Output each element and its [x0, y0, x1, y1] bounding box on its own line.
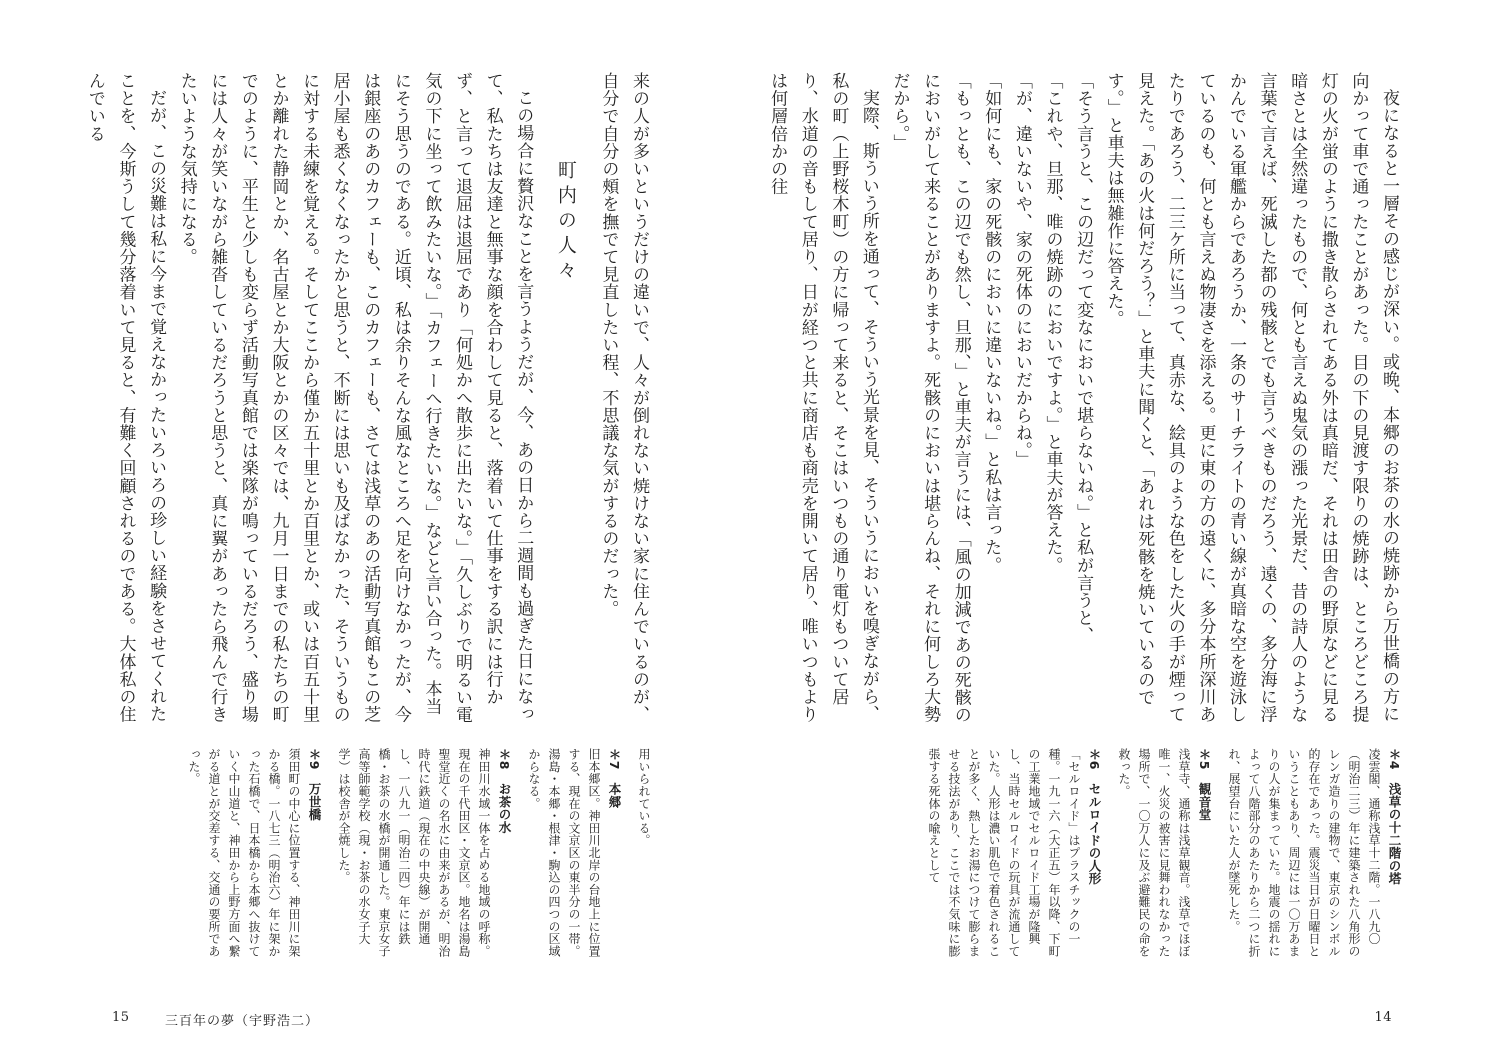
note-body: 旧本郷区。神田川北岸の台地上に位置する、現在の文京区の東半分の一帯。湯島・本郷・根津・駒込の四つの区域からなる。 [527, 748, 601, 958]
note [1114, 748, 1214, 958]
body-paragraph: この場合に贅沢なことを言うようだが、今、あの日から二週間も過ぎた日になって、私たちは友達と無事な顔を合わして見ると、落着いて仕事をする訳には行かず、と言って退屈は退屈であり「何処かへ散歩に出たいな。」「久しぶりで明るい電気の下に坐って飲みたいな。」「カフェーへ行きたいな。」などと言い合った。本当にそう思うのである。近頃、私は余りそんな風なところへ足を向けなかったが、今は銀座のあのカフェーも、このカフェーも、さては浅草のあの活動写真館もこの芝居小屋も悉くなくなったかと思うと、不断には思いも及ばなかった、そういうものに対する未練を覚える。そしてここから僅か五十里とか百里とか、或いは百五十里とか離れた静岡とか、名古屋とか大阪とかの区々では、九月一日までの私たちの町でのように、平生と少しも変らず活動写真館では楽隊が鳴っているだろう、盛り場には人々が笑いながら雑沓しているだろうと思うと、真に翼があったら飛んで行きたいような気持になる。 [176, 72, 534, 724]
body-paragraph: だが、この災難は私に今まで覚えなかったいろいろの珍しい経験をさせてくれたことを、今斯うして幾分落着いて見ると、有難く回顧されるのである。大体私の住んでいる [84, 72, 167, 724]
dialogue-line: 「が、違いないや、家の死体のにおいだからね。」 [1011, 72, 1032, 469]
note [1224, 748, 1404, 958]
body-paragraph: 実際、斯ういう所を通って、そういう光景を見、そういうにおいを嗅ぎながら、私の町（上野桜木町）の方に帰って来ると、そこはいつもの通り電灯もついて居り、水道の音もして居り、日が経つと共に商店も商売を開いて居り、唯いつもよりは何層倍かの往 [767, 72, 879, 724]
note-body: 「セルロイド」はプラスチックの一種。一九一六（大正五）年以降、下町の工業地域でセルロイド工場が隆興し、当時セルロイドの玩具が流通していた。人形は濃い肌色で着色されることが多く、熱したお湯につけて膨らませる技法があり、ここでは不気味に膨張する死体の喩えとして [927, 748, 1081, 958]
right-notes [856, 748, 1404, 958]
note-heading: ＊9 万世橋 [307, 748, 322, 821]
right-page [750, 0, 1500, 1064]
note [524, 748, 624, 958]
note [184, 748, 324, 958]
dialogue-line: 「如何にも、家の死骸のにおいに違いないね。」と私は言った。 [981, 72, 1002, 574]
page-number: 14 [1374, 1010, 1392, 1025]
note-body: 凌雲閣、通称浅草十二階。一八九〇（明治二三）年に建築された八角形のレンガ造りの建物で、東京のシンボル的存在であった。震災当日が日曜日ということもあり、周辺には一〇万あまりの人が集まっていた。地震の揺れによって八階部分のあたりから二つに折れ、展望台にいた人が墜死した。 [1227, 748, 1381, 958]
note [334, 748, 514, 958]
dialogue-line: 「もっとも、この辺でも然し、旦那、」と車夫が言うには、「風の加減であの死骸のにおいがして来ることがありますよ。死骸のにおいは堪らんね、それに何しろ大勢だから。」 [889, 72, 971, 724]
note-heading: ＊8 お茶の水 [497, 748, 512, 834]
body-paragraph: 夜になると一層その感じが深い。或晩、本郷のお茶の水の焼跡から万世橋の方に向かって車で通ったことがあった。目の下の見渡す限りの焼跡は、ところどころ提灯の火が蛍のように撒き散らされてある外は真暗だ、それは田舎の野原などに見る暗さとは全然違ったもので、何とも言えぬ鬼気の漲った光景だ、昔の詩人のような言葉で言えば、死滅した都の残骸とでも言うべきものだろう、遠くの、多分海に浮かんでいる軍艦からであろうか、一条のサーチライトの青い線が真暗な空を遊泳しているのも、何とも言えぬ物凄さを添える。更に東の方の遠くに、多分本所深川あたりであろう、二三ケ所に当って、真赤な、絵具のような色をした火の手が煙って見えた。「あの火は何だろう？」と車夫に聞くと、「あれは死骸を焼いているのです。」と車夫は無雑作に答えた。 [1103, 72, 1399, 724]
left-notes [114, 748, 654, 958]
page-number: 15 [112, 1010, 130, 1025]
note-heading: ＊7 本郷 [607, 748, 622, 809]
note [924, 748, 1104, 958]
note-heading: ＊4 浅草の十二階の塔 [1387, 748, 1402, 885]
running-title: 三百年の夢（宇野浩二） [165, 1014, 320, 1029]
note-body: 浅草寺、通称は浅草観音。浅草でほぼ唯一、火災の被害に見舞われなかった場所で、一〇万人に及ぶ避難民の命を救った。 [1117, 748, 1191, 958]
intro-paragraph: 来の人が多いというだけの違いで、人々が倒れない焼けない家に住んでいるのが、自分で自分の頰を撫でて見直したい程、不思議な気がするのだった。 [598, 72, 649, 724]
note-heading: ＊5 観音堂 [1197, 748, 1212, 821]
note-body: 神田川水域一体を占める地域の呼称。現在の千代田区・文京区。地名は湯島聖堂近くの名水に由来があるが、明治時代に鉄道（現在の中央線）が開通し、一八九一（明治二四）年には鉄橋・お茶の水橋が開通した。東京女子高等師範学校（現・お茶の水女子大学）は校舎が全焼した。 [337, 748, 491, 958]
dialogue-line: 「これや、旦那、唯の焼跡のにおいですよ。」と車夫が答えた。 [1042, 72, 1063, 574]
section-heading: 町内の人々 [554, 160, 577, 285]
note-body: 須田町の中心に位置する、神田川に架かる橋。一八七三（明治六）年に架かった石橋で、日本橋から本郷へ抜けていく中山道と、神田から上野方面へ繋がる道とが交差する、交通の要所であった。 [187, 748, 301, 958]
right-main-text [767, 72, 1404, 732]
note-body: 用いられている。 [637, 748, 651, 847]
left-main-text [84, 72, 654, 732]
note-heading: ＊6 セルロイドの人形 [1087, 748, 1102, 885]
dialogue-line: 「そう言うと、この辺だって変なにおいで堪らないね。」と私が言うと、 [1073, 72, 1094, 645]
note [634, 748, 654, 958]
